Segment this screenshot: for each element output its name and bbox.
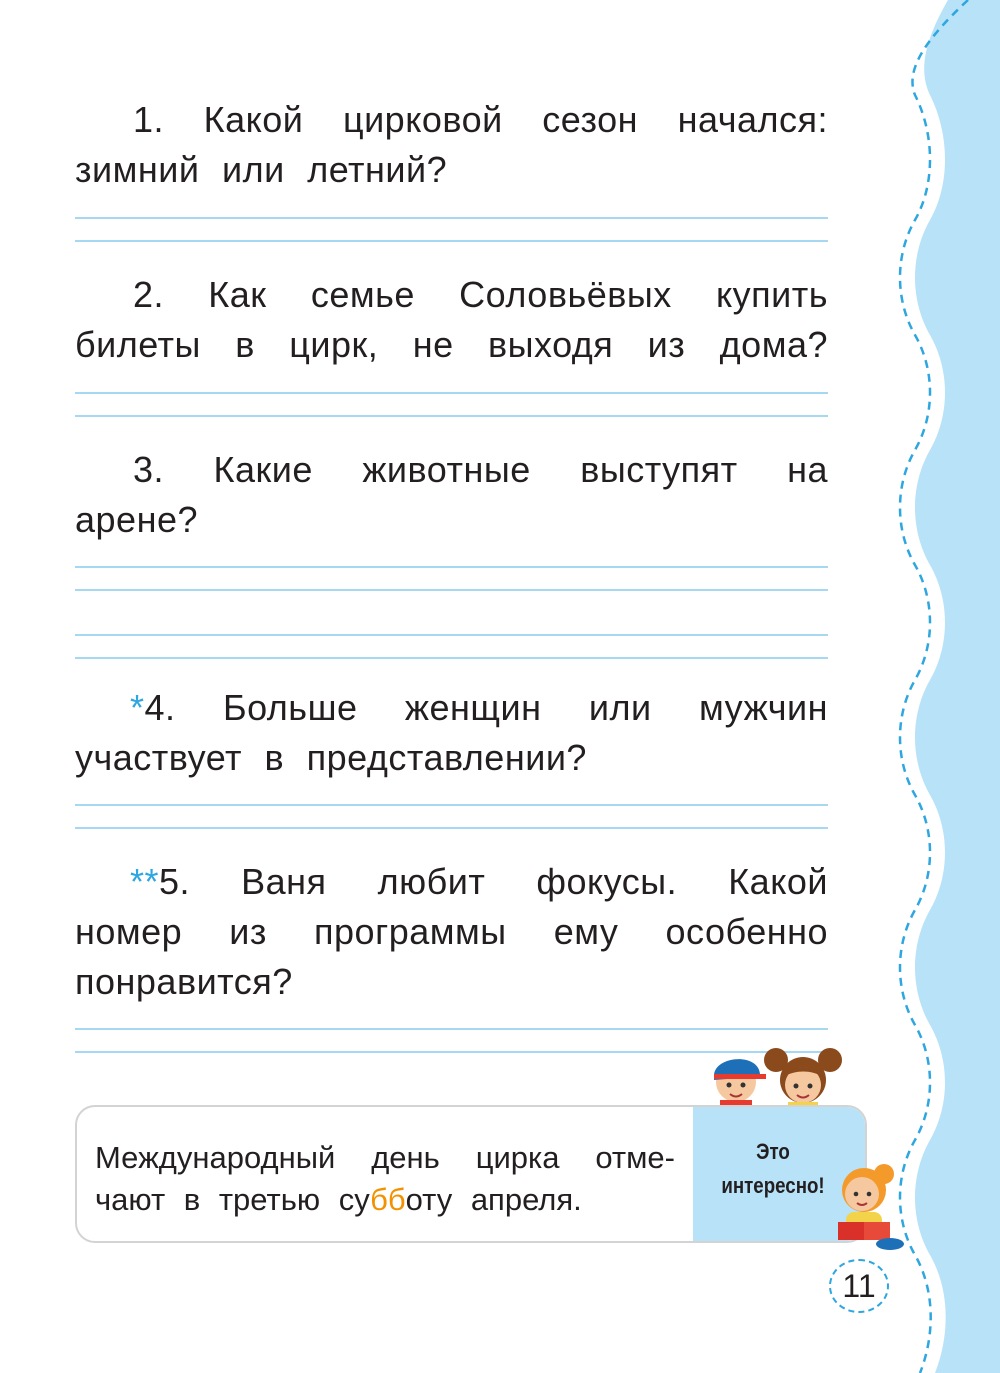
question-3-line2: арене? — [75, 499, 198, 540]
fact-label-line-1: Это — [756, 1139, 790, 1164]
question-4 — [75, 683, 828, 783]
question-5-line2: номер из программы ему особенно — [75, 911, 828, 952]
answer-line[interactable] — [75, 240, 828, 242]
answer-line[interactable] — [75, 217, 828, 219]
fact-highlight: бб — [370, 1182, 406, 1217]
answer-line[interactable] — [75, 415, 828, 417]
answer-line[interactable] — [75, 589, 828, 591]
question-5-line1: 5. Ваня любит фокусы. Какой — [159, 861, 828, 902]
question-1-line2: зимний или летний? — [75, 149, 448, 190]
question-5 — [75, 857, 828, 1007]
question-3-line1: 3. Какие животные выступят на — [133, 449, 828, 490]
fact-line-2-end: оту апреля. — [405, 1182, 582, 1217]
question-2-line2: билеты в цирк, не выходя из дома? — [75, 324, 828, 365]
question-1-line1: 1. Какой цирковой сезон начался: — [133, 99, 828, 140]
question-4-line2: участвует в представлении? — [75, 737, 587, 778]
question-star: * — [130, 687, 145, 728]
page-number: 11 — [829, 1259, 889, 1313]
answer-line[interactable] — [75, 566, 828, 568]
question-3 — [75, 445, 828, 545]
fact-box — [75, 1105, 867, 1243]
question-2-line1: 2. Как семье Соловьёвых купить — [133, 274, 828, 315]
reading-girl-illustration — [828, 1160, 908, 1252]
answer-line[interactable] — [75, 804, 828, 806]
answer-line[interactable] — [75, 392, 828, 394]
question-1 — [75, 95, 828, 195]
answer-line[interactable] — [75, 827, 828, 829]
question-star: ** — [130, 861, 160, 902]
question-5-line3: понравится? — [75, 961, 293, 1002]
answer-line[interactable] — [75, 1028, 828, 1030]
fact-line-2-start: чают в третью су — [95, 1182, 371, 1217]
fact-line-1: Международный день цирка отме- — [95, 1140, 675, 1175]
question-4-line1: 4. Больше женщин или мужчин — [144, 687, 828, 728]
fact-label-line-2: интересно! — [721, 1173, 825, 1198]
answer-line[interactable] — [75, 634, 828, 636]
answer-line[interactable] — [75, 657, 828, 659]
fact-label — [714, 1135, 833, 1203]
fact-line-2 — [95, 1179, 675, 1221]
kids-illustration — [706, 1038, 846, 1110]
question-2 — [75, 270, 828, 370]
fact-text — [95, 1137, 675, 1221]
